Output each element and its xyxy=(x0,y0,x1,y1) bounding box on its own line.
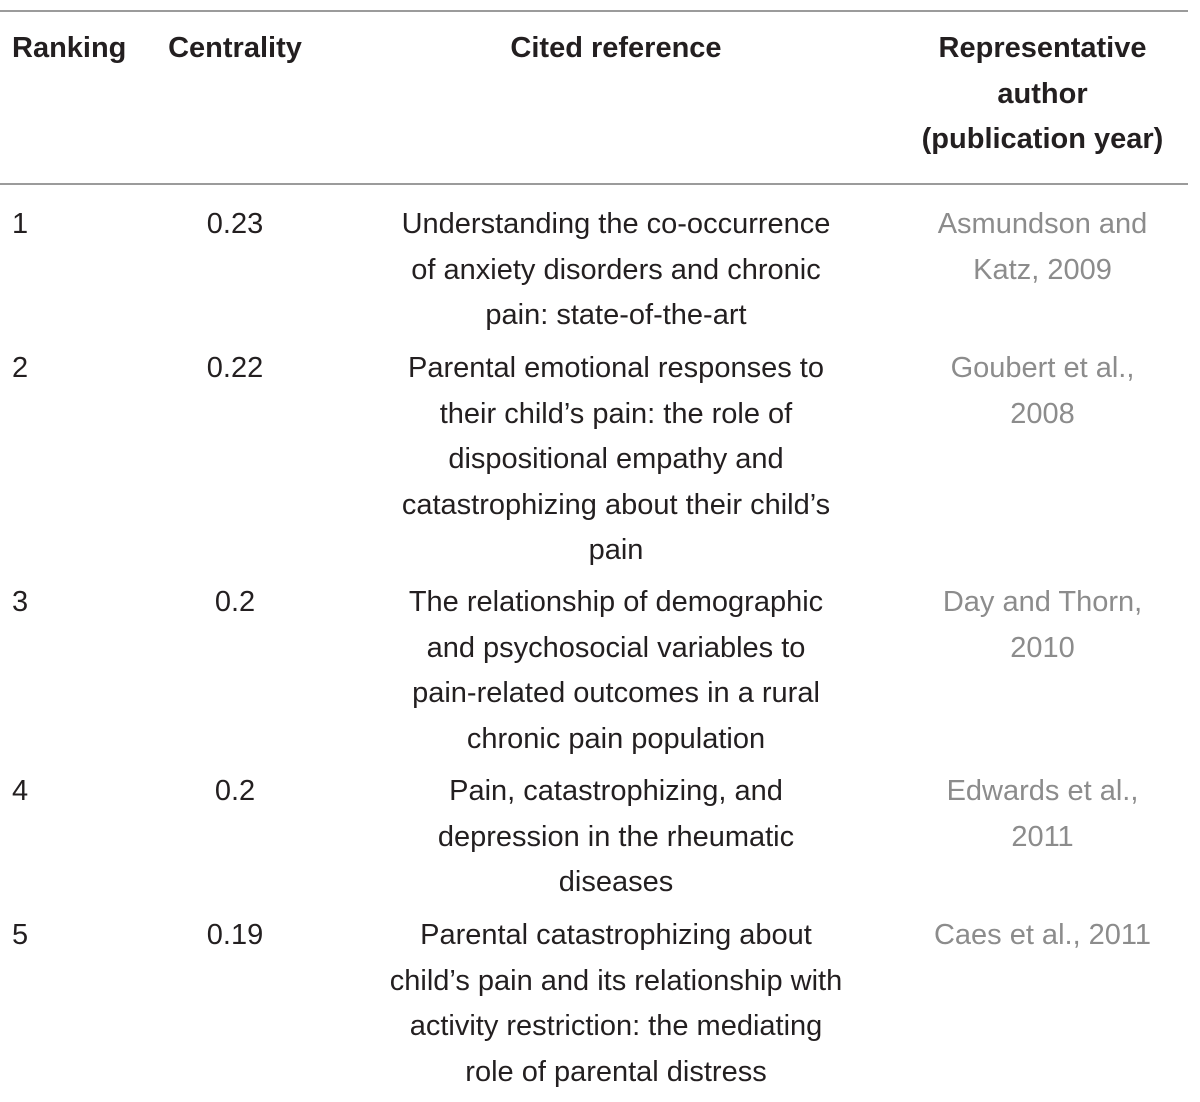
header-representative-author xyxy=(883,26,1188,202)
citation-table xyxy=(0,26,1188,1095)
author-cell xyxy=(883,580,1188,769)
reference-line: catastrophizing about their child’s xyxy=(401,488,831,521)
author-line: Edwards et al., xyxy=(946,775,1139,807)
author-line: 2011 xyxy=(1011,820,1074,853)
reference-line: chronic pain population xyxy=(466,722,766,755)
ranking-cell: 2 xyxy=(12,352,29,384)
reference-line: depression in the rheumatic xyxy=(437,820,795,853)
table-row xyxy=(0,769,1188,913)
reference-line: pain xyxy=(588,534,644,566)
table-row xyxy=(0,346,1188,580)
reference-line: Parental emotional responses to xyxy=(408,352,824,384)
reference-line: Understanding the co-occurrence xyxy=(401,208,831,240)
header-ranking: Ranking xyxy=(12,32,127,64)
cited-reference-cell xyxy=(345,202,883,346)
author-line: 2008 xyxy=(1010,397,1075,430)
reference-line: pain: state-of-the-art xyxy=(485,299,747,331)
centrality-cell: 0.2 xyxy=(214,586,256,618)
header-author-line: (publication year) xyxy=(921,123,1164,155)
reference-line: activity restriction: the mediating xyxy=(409,1010,823,1042)
author-cell xyxy=(883,346,1188,580)
reference-line: Parental catastrophizing about xyxy=(420,919,812,951)
reference-line: The relationship of demographic xyxy=(408,586,824,618)
header-centrality: Centrality xyxy=(168,32,302,64)
header-cited-reference: Cited reference xyxy=(510,32,722,64)
cited-reference-cell xyxy=(345,913,883,1095)
centrality-cell: 0.22 xyxy=(206,352,264,384)
author-line: 2010 xyxy=(1010,631,1075,664)
author-line: Asmundson and xyxy=(937,208,1148,240)
reference-line: dispositional empathy and xyxy=(448,443,784,475)
reference-line: child’s pain and its relationship with xyxy=(389,964,843,997)
author-line: Caes et al., 2011 xyxy=(933,919,1152,951)
ranking-cell: 1 xyxy=(12,208,29,240)
author-cell xyxy=(883,769,1188,913)
reference-line: role of parental distress xyxy=(465,1055,767,1088)
ranking-cell: 4 xyxy=(12,775,29,807)
ranking-cell: 5 xyxy=(12,919,29,951)
table-row xyxy=(0,913,1188,1095)
author-cell xyxy=(883,202,1188,346)
header-row xyxy=(0,26,1188,202)
table-row xyxy=(0,202,1188,346)
reference-line: diseases xyxy=(558,866,674,898)
cited-reference-cell xyxy=(345,346,883,580)
cited-reference-cell xyxy=(345,769,883,913)
centrality-cell: 0.23 xyxy=(206,208,264,240)
reference-line: pain-related outcomes in a rural xyxy=(412,677,820,709)
reference-line: and psychosocial variables to xyxy=(426,631,806,664)
header-author-line: author xyxy=(997,77,1088,110)
table-row xyxy=(0,580,1188,769)
author-line: Day and Thorn, xyxy=(942,586,1143,618)
author-line: Katz, 2009 xyxy=(973,253,1112,286)
reference-line: their child’s pain: the role of xyxy=(439,397,793,430)
ranking-cell: 3 xyxy=(12,586,29,618)
author-line: Goubert et al., xyxy=(950,352,1135,384)
author-cell xyxy=(883,913,1188,1095)
centrality-cell: 0.2 xyxy=(214,775,256,807)
centrality-cell: 0.19 xyxy=(206,919,264,951)
header-author-line: Representative xyxy=(938,32,1147,64)
cited-reference-cell xyxy=(345,580,883,769)
top-rule xyxy=(0,10,1188,12)
reference-line: Pain, catastrophizing, and xyxy=(449,775,783,807)
reference-line: of anxiety disorders and chronic xyxy=(411,253,821,286)
